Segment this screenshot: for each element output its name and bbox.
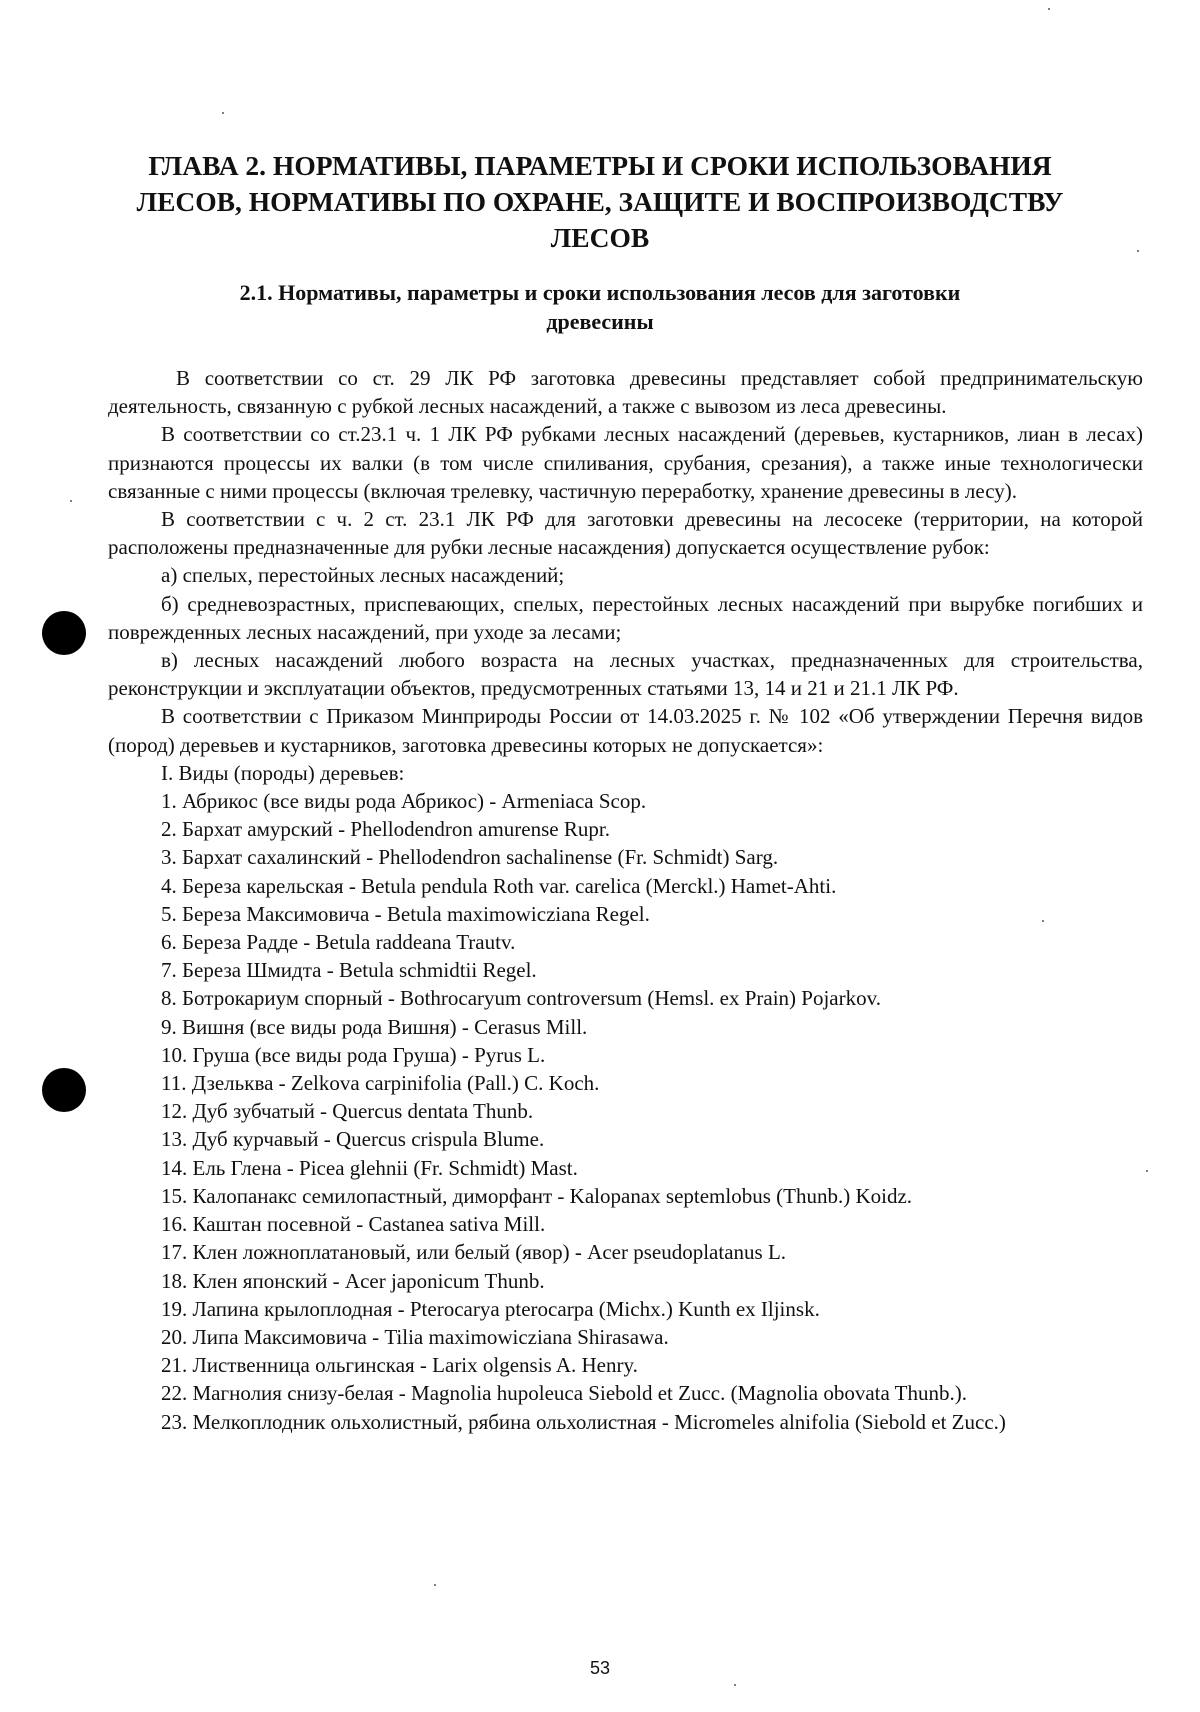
scan-speck	[1042, 920, 1044, 922]
punch-hole-icon	[42, 1068, 86, 1112]
list-item: 9. Вишня (все виды рода Вишня) - Cerasus Mill.	[161, 1014, 588, 1039]
scan-speck	[1048, 8, 1050, 10]
section-title-line: древесины	[546, 309, 654, 334]
paragraph: в) лесных насаждений любого возраста на лесных участках, предназначенных для строительства, реконструкции и эксплуатации объектов, предусмотренных статьями 13, 14 и 21 и 21.1 ЛК РФ.	[108, 648, 1143, 701]
chapter-title-line: ГЛАВА 2. НОРМАТИВЫ, ПАРАМЕТРЫ И СРОКИ ИСПОЛЬЗОВАНИЯ	[148, 150, 1052, 181]
list-item: 13. Дуб курчавый - Quercus crispula Blume.	[161, 1127, 545, 1152]
paragraph: В соответствии с ч. 2 ст. 23.1 ЛК РФ для заготовки древесины на лесосеке (территории, на которой расположены предназначенные для рубки лесные насаждения) допускается осуществление рубок:	[108, 507, 1143, 560]
scan-speck	[70, 500, 72, 502]
list-item: 5. Береза Максимовича - Betula maximowicziana Regel.	[161, 901, 650, 926]
list-item: 14. Ель Глена - Picea glehnii (Fr. Schmidt) Mast.	[161, 1155, 578, 1180]
list-item: 2. Бархат амурский - Phellodendron amurense Rupr.	[161, 817, 610, 842]
punch-hole-icon	[42, 611, 86, 655]
scan-speck	[1137, 250, 1139, 252]
list-item: 8. Ботрокариум спорный - Bothrocaryum controversum (Hemsl. ex Prain) Pojarkov.	[161, 986, 882, 1011]
list-item: 16. Каштан посевной - Castanea sativa Mill.	[161, 1212, 546, 1237]
species-list	[108, 787, 1143, 1436]
paragraph: В соответствии с Приказом Минприроды России от 14.03.2025 г. № 102 «Об утверждении Перечня видов (пород) деревьев и кустарников, заготовка древесины которых не допускается»:	[108, 704, 1143, 757]
paragraph: а) спелых, перестойных лесных насаждений;	[161, 563, 565, 588]
list-item: 19. Лапина крылоплодная - Pterocarya pterocarpa (Michx.) Kunth ex Iljinsk.	[161, 1296, 820, 1321]
section-title	[160, 278, 1040, 336]
paragraph: В соответствии со ст.23.1 ч. 1 ЛК РФ рубками лесных насаждений (деревьев, кустарников, лиан в лесах) признаются процессы их валки (в том числе спиливания, срубания, срезания), а также иные технологически связанные с ними процессы (включая трелевку, частичную переработку, хранение древесины в лесу).	[108, 422, 1143, 503]
list-item: 1. Абрикос (все виды рода Абрикос) - Armeniaca Scop.	[161, 789, 647, 814]
list-item: 20. Липа Максимовича - Tilia maximowicziana Shirasawa.	[161, 1324, 669, 1349]
list-item: 3. Бархат сахалинский - Phellodendron sachalinense (Fr. Schmidt) Sarg.	[161, 845, 779, 870]
scan-speck	[734, 1684, 736, 1686]
scan-speck	[1146, 1170, 1148, 1172]
section-title-line: 2.1. Нормативы, параметры и сроки использования лесов для заготовки	[239, 280, 961, 305]
list-item: 18. Клен японский - Acer japonicum Thunb.	[161, 1268, 545, 1293]
list-item: 15. Калопанакс семилопастный, диморфант - Kalopanax septemlobus (Thunb.) Koidz.	[161, 1183, 913, 1208]
document-body	[108, 364, 1143, 1436]
list-item: 17. Клен ложноплатановый, или белый (явор) - Acer pseudoplatanus L.	[161, 1240, 787, 1265]
list-item: 4. Береза карельская - Betula pendula Roth var. carelica (Merckl.) Hamet-Ahti.	[161, 873, 837, 898]
scan-speck	[222, 112, 224, 114]
list-item: 23. Мелкоплодник ольхолистный, рябина ольхолистная - Micromeles alnifolia (Siebold et Zucc.)	[161, 1409, 1006, 1434]
chapter-title	[120, 148, 1080, 256]
list-item: 22. Магнолия снизу-белая - Magnolia hupoleuca Siebold et Zucc. (Magnolia obovata Thunb.).	[161, 1381, 967, 1406]
scan-speck	[434, 1584, 436, 1586]
list-item: 6. Береза Радде - Betula raddeana Trautv.	[161, 930, 516, 955]
paragraph: б) средневозрастных, приспевающих, спелых, перестойных лесных насаждений при вырубке погибших и поврежденных лесных насаждений, при уходе за лесами;	[108, 591, 1143, 644]
paragraph: I. Виды (породы) деревьев:	[161, 760, 405, 785]
list-item: 7. Береза Шмидта - Betula schmidtii Regel.	[161, 958, 537, 983]
chapter-title-line: ЛЕСОВ	[550, 222, 650, 253]
list-item: 11. Дзельква - Zelkova carpinifolia (Pall.) C. Koch.	[161, 1071, 600, 1096]
list-item: 21. Лиственница ольгинская - Larix olgensis A. Henry.	[161, 1353, 638, 1378]
paragraph: В соответствии со ст. 29 ЛК РФ заготовка древесины представляет собой предпринимательскую деятельность, связанную с рубкой лесных насаждений, а также с вывозом из леса древесины.	[108, 366, 1143, 419]
list-item: 12. Дуб зубчатый - Quercus dentata Thunb.	[161, 1099, 534, 1124]
chapter-title-line: ЛЕСОВ, НОРМАТИВЫ ПО ОХРАНЕ, ЗАЩИТЕ И ВОСПРОИЗВОДСТВУ	[136, 186, 1064, 217]
page-number: 53	[589, 1658, 611, 1678]
list-item: 10. Груша (все виды рода Груша) - Pyrus L.	[161, 1042, 546, 1067]
